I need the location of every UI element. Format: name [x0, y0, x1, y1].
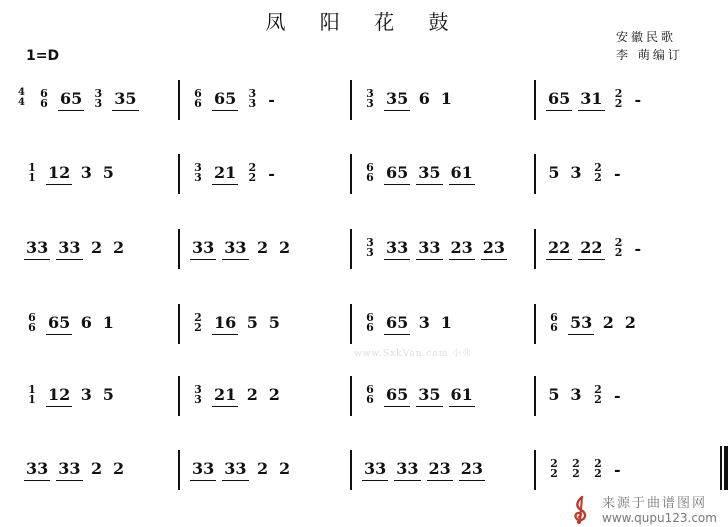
chord-note: 2	[594, 383, 602, 396]
credit-arranger: 李 萌编订	[616, 48, 683, 62]
chord-note: 2	[572, 467, 580, 480]
note-group: 33	[386, 240, 408, 256]
chord-note: 6	[194, 87, 202, 100]
chord-note: 1	[28, 393, 36, 406]
chord-note: 6	[366, 393, 374, 406]
measure	[356, 300, 548, 346]
grace-chord	[364, 163, 376, 183]
time-signature-top: 4	[18, 87, 25, 98]
score-row	[18, 300, 714, 346]
chord-note: 3	[194, 171, 202, 184]
note-group: 12	[48, 387, 70, 403]
note-group: 65	[48, 315, 70, 331]
beam-underline	[384, 184, 410, 186]
chord-note: 3	[366, 87, 374, 100]
barline	[178, 450, 180, 490]
note-group: 3	[80, 163, 92, 182]
treble-clef-icon	[566, 494, 596, 524]
note-group: 2	[90, 459, 103, 478]
note-group: 5	[268, 313, 280, 332]
note-group: 33	[192, 461, 214, 477]
sustain-dash: -	[268, 163, 275, 183]
sustain-dash: -	[268, 89, 275, 109]
note-group: 5	[246, 313, 258, 332]
note-group: 33	[26, 240, 48, 256]
note-group: 2	[624, 313, 636, 332]
measure	[18, 372, 192, 418]
site-watermark	[566, 492, 717, 525]
grace-chord	[26, 313, 38, 333]
note-group: 1	[440, 89, 452, 108]
beam-underline	[481, 259, 507, 261]
chord-note: 2	[572, 457, 580, 470]
chord-note: 6	[40, 87, 48, 100]
beam-underline	[578, 110, 604, 112]
barline	[178, 80, 180, 120]
grace-chord	[192, 89, 204, 109]
measure	[356, 446, 548, 492]
note-group: 23	[429, 461, 451, 477]
measure	[18, 225, 192, 271]
barline	[350, 304, 352, 344]
note-group: 65	[60, 91, 82, 107]
note-group: 3	[80, 385, 92, 404]
beam-underline	[578, 259, 604, 261]
note-group: 33	[192, 240, 214, 256]
barline	[534, 80, 536, 120]
note-group: 21	[214, 165, 236, 181]
barline	[350, 154, 352, 194]
note-group: 2	[256, 238, 269, 257]
chord-note: 6	[28, 311, 36, 324]
note-group: 22	[548, 240, 570, 256]
note-group: 3	[418, 313, 430, 332]
chord-note: 2	[550, 467, 558, 480]
chord-note: 3	[366, 236, 374, 249]
beam-underline	[416, 184, 442, 186]
note-group: 23	[461, 461, 483, 477]
chord-note: 2	[614, 236, 623, 249]
note-group: 35	[418, 165, 440, 181]
score-row	[18, 372, 714, 418]
beam-underline	[362, 480, 388, 482]
grace-chord	[364, 89, 376, 109]
chord-note: 2	[594, 457, 602, 470]
note-group: 5	[102, 163, 114, 182]
note-group: 33	[418, 240, 440, 256]
note-group: 33	[58, 240, 80, 256]
measure	[18, 150, 192, 196]
measure	[540, 150, 722, 196]
note-group: 21	[214, 387, 236, 403]
grace-chord	[192, 163, 204, 183]
note-group: 33	[364, 461, 386, 477]
note-group: 33	[224, 461, 246, 477]
chord-note: 3	[248, 87, 257, 100]
note-group: 65	[386, 315, 408, 331]
credit-origin: 安徽民歌	[616, 30, 677, 44]
grace-chord	[246, 163, 258, 183]
note-group: 2	[278, 459, 291, 478]
measure	[18, 300, 192, 346]
chord-note: 2	[614, 87, 623, 100]
barline	[534, 376, 536, 416]
note-group: 5	[548, 163, 560, 182]
barline	[350, 229, 352, 269]
chord-note: 3	[194, 393, 202, 406]
note-group: 1	[440, 313, 452, 332]
chord-note: 3	[94, 87, 103, 100]
note-group: 3	[570, 385, 582, 404]
note-group: 35	[114, 91, 136, 107]
barline	[534, 304, 536, 344]
measure	[540, 225, 722, 271]
note-group: 35	[386, 91, 408, 107]
grace-chord	[364, 385, 376, 405]
time-signature-bottom: 4	[18, 97, 25, 108]
final-thick-line	[724, 446, 728, 490]
note-group: 31	[580, 91, 602, 107]
grace-chord	[26, 385, 38, 405]
note-group: 22	[580, 240, 602, 256]
chord-note: 6	[550, 311, 558, 324]
chord-note: 6	[40, 97, 48, 110]
barline	[534, 450, 536, 490]
sustain-dash: -	[614, 459, 621, 479]
beam-underline	[384, 110, 410, 112]
grace-chord	[192, 385, 204, 405]
site-watermark-text	[602, 492, 717, 525]
grace-chord	[192, 313, 204, 333]
grace-chord	[38, 89, 50, 109]
chord-note: 3	[194, 383, 202, 396]
chord-note: 2	[550, 457, 558, 470]
grace-chord	[592, 459, 604, 479]
beam-underline	[212, 334, 238, 336]
chord-note: 2	[594, 467, 602, 480]
sustain-dash: -	[614, 385, 621, 405]
chord-note: 2	[614, 97, 623, 110]
beam-underline	[46, 406, 72, 408]
beam-underline	[546, 259, 572, 261]
measure	[184, 300, 364, 346]
chord-note: 2	[594, 393, 602, 406]
chord-note: 1	[28, 171, 36, 184]
score-row	[18, 225, 714, 271]
note-group: 2	[112, 459, 125, 478]
beam-underline	[394, 480, 420, 482]
beam-underline	[56, 480, 82, 482]
final-double-barline	[720, 446, 728, 490]
measure	[356, 372, 548, 418]
note-group: 61	[451, 165, 473, 181]
note-group: 2	[246, 385, 258, 404]
grace-chord	[592, 385, 604, 405]
beam-underline	[384, 334, 410, 336]
grace-chord	[364, 238, 376, 258]
barline	[350, 376, 352, 416]
grace-chord	[613, 238, 625, 258]
chord-note: 1	[28, 383, 36, 396]
grace-chord	[548, 459, 560, 479]
note-group: 3	[570, 163, 582, 182]
note-group: 53	[570, 315, 592, 331]
beam-underline	[190, 259, 216, 261]
beam-underline	[449, 406, 475, 408]
site-name: 来源于曲谱图网	[602, 496, 708, 511]
chord-note: 3	[366, 97, 374, 110]
beam-underline	[449, 184, 475, 186]
chord-note: 2	[594, 171, 602, 184]
note-group: 5	[548, 385, 560, 404]
score-row	[18, 446, 714, 492]
note-group: 23	[451, 240, 473, 256]
barline	[178, 229, 180, 269]
grace-chord	[570, 459, 582, 479]
grace-chord	[364, 313, 376, 333]
grace-chord	[92, 89, 104, 109]
measure	[540, 300, 722, 346]
beam-underline	[212, 406, 238, 408]
beam-underline	[56, 259, 82, 261]
beam-underline	[416, 259, 442, 261]
grace-chord	[26, 163, 38, 183]
note-group: 33	[26, 461, 48, 477]
barline	[178, 376, 180, 416]
barline	[178, 304, 180, 344]
beam-underline	[212, 110, 238, 112]
beam-underline	[24, 259, 50, 261]
beam-underline	[222, 259, 248, 261]
measure	[356, 76, 548, 122]
song-title: 凤 阳 花 鼓	[265, 10, 463, 34]
beam-underline	[112, 110, 138, 112]
grace-chord	[548, 313, 560, 333]
beam-underline	[212, 184, 238, 186]
beam-underline	[427, 480, 453, 482]
final-thin-line	[720, 446, 722, 490]
beam-underline	[58, 110, 84, 112]
chord-note: 3	[94, 97, 103, 110]
sustain-dash: -	[634, 238, 642, 258]
grace-chord	[246, 89, 258, 109]
note-group: 2	[256, 459, 269, 478]
measure	[184, 225, 364, 271]
barline	[350, 80, 352, 120]
note-group: 65	[214, 91, 236, 107]
chord-note: 2	[248, 171, 257, 184]
note-group: 33	[58, 461, 80, 477]
measure	[540, 372, 722, 418]
chord-note: 6	[194, 97, 202, 110]
measure	[356, 150, 548, 196]
sustain-dash: -	[634, 89, 642, 109]
chord-note: 2	[194, 311, 202, 324]
measure	[184, 372, 364, 418]
barline	[534, 154, 536, 194]
key-signature: 1=D	[26, 48, 60, 64]
song-credits	[616, 28, 683, 64]
note-group: 2	[278, 238, 291, 257]
beam-underline	[459, 480, 485, 482]
chord-note: 6	[28, 321, 36, 334]
note-group: 65	[386, 165, 408, 181]
chord-note: 3	[194, 161, 202, 174]
barline	[178, 154, 180, 194]
chord-note: 6	[366, 161, 374, 174]
chord-note: 6	[366, 311, 374, 324]
note-group: 6	[80, 313, 92, 332]
grace-chord	[592, 163, 604, 183]
note-group: 2	[268, 385, 280, 404]
grace-chord	[613, 89, 625, 109]
chord-note: 6	[366, 171, 374, 184]
note-group: 12	[48, 165, 70, 181]
beam-underline	[416, 406, 442, 408]
chord-note: 6	[366, 383, 374, 396]
note-group: 33	[396, 461, 418, 477]
sustain-dash: -	[614, 163, 621, 183]
chord-note: 3	[248, 97, 257, 110]
note-group: 61	[451, 387, 473, 403]
score-row	[18, 76, 714, 122]
note-group: 2	[90, 238, 103, 257]
measure	[540, 446, 722, 492]
note-group: 33	[224, 240, 246, 256]
beam-underline	[222, 480, 248, 482]
measure	[18, 446, 192, 492]
measure	[356, 225, 548, 271]
note-group: 65	[548, 91, 570, 107]
beam-underline	[449, 259, 475, 261]
chord-note: 2	[594, 161, 602, 174]
note-group: 23	[483, 240, 505, 256]
beam-underline	[384, 259, 410, 261]
barline	[350, 450, 352, 490]
site-url: www.qupu123.com	[602, 511, 717, 525]
chord-note: 6	[550, 321, 558, 334]
faint-watermark-text: www.SxkVan.com 小弗	[354, 349, 473, 359]
measure	[184, 446, 364, 492]
note-group: 65	[386, 387, 408, 403]
beam-underline	[546, 110, 572, 112]
score-row	[18, 150, 714, 196]
measure	[184, 76, 364, 122]
barline	[534, 229, 536, 269]
beam-underline	[384, 406, 410, 408]
measure	[184, 150, 364, 196]
note-group: 6	[418, 89, 430, 108]
beam-underline	[568, 334, 594, 336]
note-group: 2	[602, 313, 614, 332]
note-group: 5	[102, 385, 114, 404]
note-group: 1	[102, 313, 114, 332]
note-group: 35	[418, 387, 440, 403]
note-group: 16	[214, 315, 236, 331]
chord-note: 3	[366, 246, 374, 259]
chord-note: 2	[614, 246, 623, 259]
beam-underline	[46, 184, 72, 186]
beam-underline	[46, 334, 72, 336]
note-group: 2	[112, 238, 125, 257]
chord-note: 1	[28, 161, 36, 174]
beam-underline	[190, 480, 216, 482]
chord-note: 2	[194, 321, 202, 334]
chord-note: 6	[366, 321, 374, 334]
measure	[540, 76, 722, 122]
beam-underline	[24, 480, 50, 482]
chord-note: 2	[248, 161, 257, 174]
